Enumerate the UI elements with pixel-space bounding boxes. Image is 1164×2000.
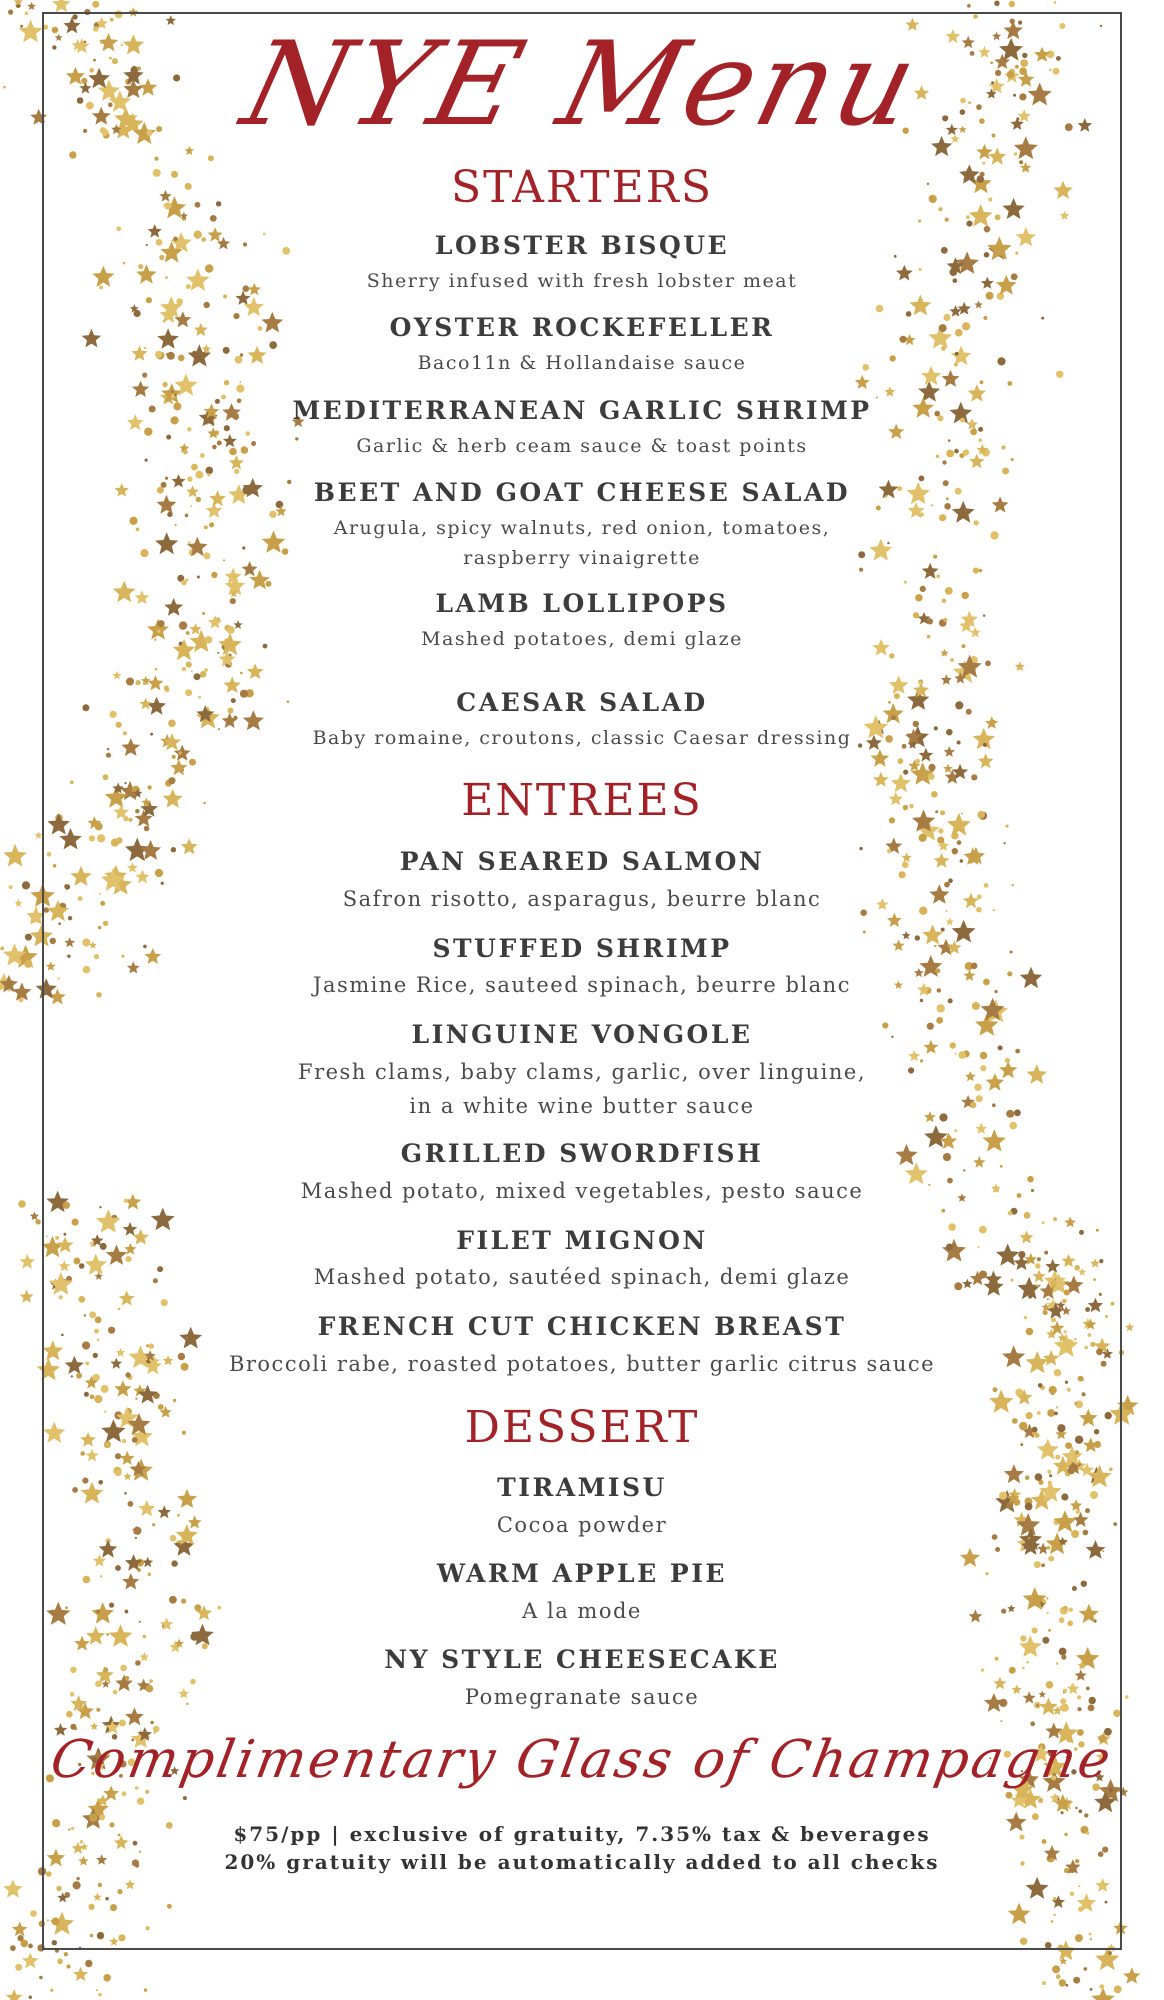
menu-item-name: FRENCH CUT CHICKEN BREAST (317, 1312, 847, 1341)
menu-item-name: LOBSTER BISQUE (434, 231, 730, 260)
menu-title: NYE Menu (231, 17, 934, 152)
menu-item-description: Safron risotto, asparagus, beurre blanc (342, 887, 822, 911)
menu-item-description: Pomegranate sauce (464, 1685, 700, 1709)
section-heading-entrees: ENTREES (461, 775, 703, 826)
menu-item-description: Arugula, spicy walnuts, red onion, tomatoes, raspberry vinaigrette (333, 517, 831, 569)
menu-item-description: Sherry infused with fresh lobster meat (366, 270, 798, 292)
menu-item-description: Mashed potato, sautéed spinach, demi glaze (313, 1265, 851, 1289)
menu-item-name: TIRAMISU (497, 1473, 667, 1502)
gratuity-line: 20% gratuity will be automatically added to all checks (224, 1850, 940, 1874)
menu-item-name: NY STYLE CHEESECAKE (384, 1645, 780, 1674)
menu-item-description: Garlic & herb ceam sauce & toast points (356, 435, 808, 457)
menu-item-description: Jasmine Rice, sauteed spinach, beurre blanc (313, 973, 851, 997)
section-heading-dessert: DESSERT (464, 1402, 700, 1453)
menu-item-name: OYSTER ROCKEFELLER (389, 313, 775, 342)
price-line: $75/pp | exclusive of gratuity, 7.35% tax & beverages (233, 1822, 931, 1846)
menu-item-description: A la mode (522, 1599, 642, 1623)
menu-item-name: LAMB LOLLIPOPS (435, 589, 729, 618)
menu-item-description: Mashed potato, mixed vegetables, pesto sauce (300, 1179, 864, 1203)
menu-item-name: GRILLED SWORDFISH (400, 1139, 764, 1168)
complimentary-champagne-note: Complimentary Glass of Champagne (46, 1730, 1118, 1790)
menu-item-description: Baby romaine, croutons, classic Caesar dressing (312, 727, 852, 749)
menu-item-name: STUFFED SHRIMP (432, 934, 732, 963)
menu-item-name: WARM APPLE PIE (437, 1559, 727, 1588)
menu-item-name: FILET MIGNON (456, 1226, 708, 1255)
menu-item-name: PAN SEARED SALMON (399, 847, 765, 876)
menu-item-description: Cocoa powder (496, 1513, 668, 1537)
menu-item-name: MEDITERRANEAN GARLIC SHRIMP (292, 396, 872, 425)
menu-item-description: Baco11n & Hollandaise sauce (417, 352, 747, 374)
menu-item-name: CAESAR SALAD (456, 688, 708, 717)
menu-item-name: BEET AND GOAT CHEESE SALAD (313, 478, 851, 507)
menu-item-description: Mashed potatoes, demi glaze (421, 628, 743, 650)
menu-item-description: Fresh clams, baby clams, garlic, over linguine, in a white wine butter sauce (298, 1060, 866, 1118)
menu-item-name: LINGUINE VONGOLE (411, 1020, 753, 1049)
menu-item-description: Broccoli rabe, roasted potatoes, butter garlic citrus sauce (228, 1352, 936, 1376)
section-heading-starters: STARTERS (451, 162, 713, 213)
